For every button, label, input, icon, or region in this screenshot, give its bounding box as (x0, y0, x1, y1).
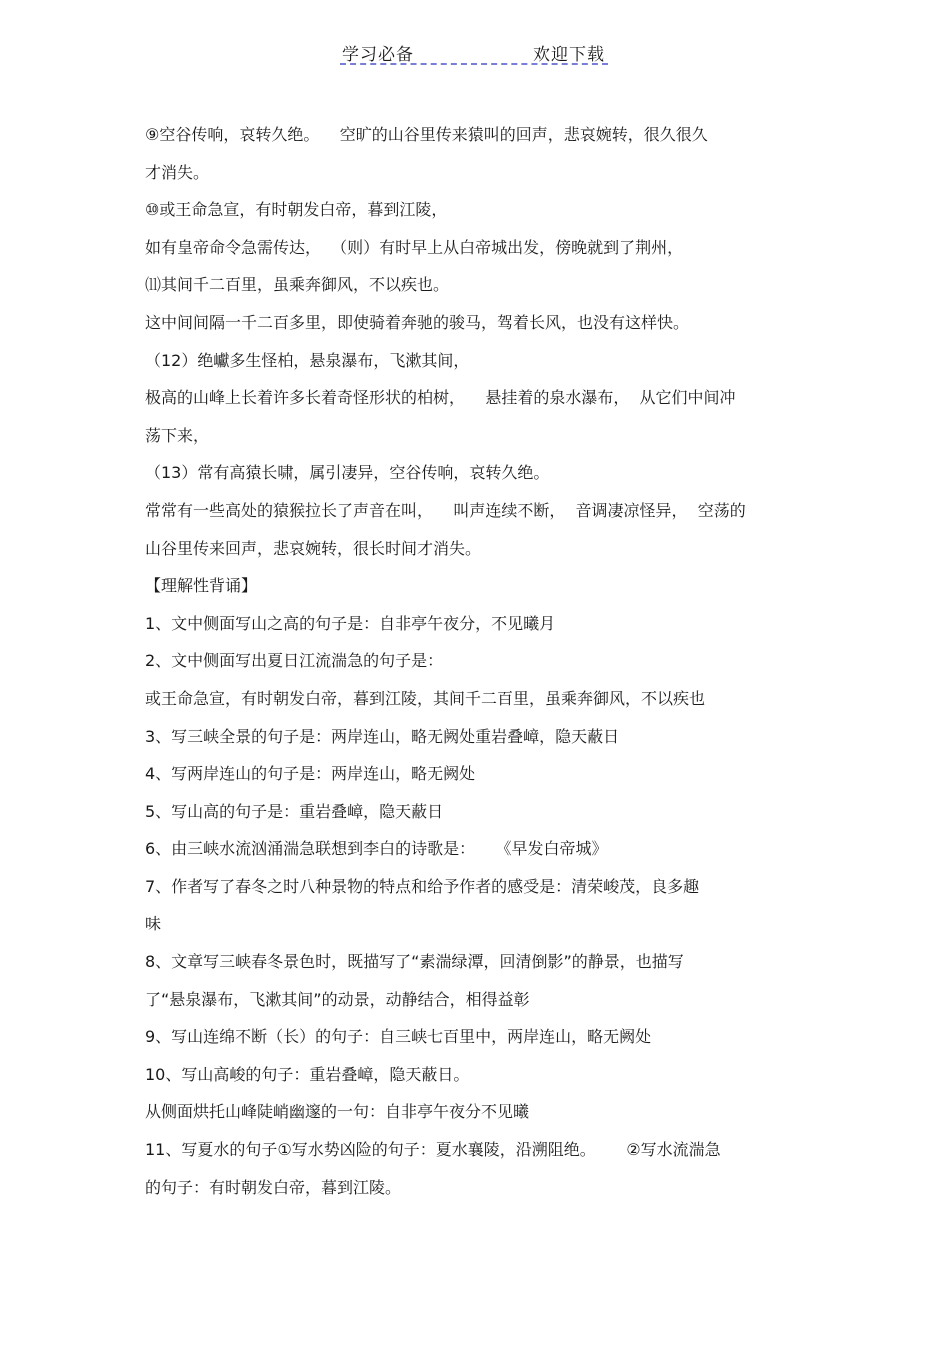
text-line: 味 (145, 914, 162, 934)
text-line: 6、由三峡水流汹涌湍急联想到李白的诗歌是： 《早发白帝城》 (145, 839, 608, 859)
text-line: 1、文中侧面写山之高的句子是：自非亭午夜分，不见曦月 (145, 613, 556, 633)
header-left-text: 学习必备 (342, 45, 414, 65)
text-line: 10、写山高峻的句子：重岩叠嶂，隐天蔽日。 (145, 1064, 470, 1084)
text-line: ⑾其间千二百里，虽乘奔御风，不以疾也。 (145, 275, 450, 295)
text-line: 这中间间隔一千二百多里，即使骑着奔驰的骏马，驾着长风，也没有这样快。 (145, 312, 690, 332)
text-line: 8、文章写三峡春冬景色时，既描写了“素湍绿潭，回清倒影”的静景，也描写 (145, 952, 684, 972)
text-line: 如有皇帝命令急需传达， （则）有时早上从白帝城出发，傍晚就到了荆州， (145, 237, 684, 257)
section-heading: 【理解性背诵】 (145, 576, 258, 596)
text-line: 7、作者写了春冬之时八种景物的特点和给予作者的感受是：清荣峻茂，良多趣 (145, 876, 700, 896)
text-line: 极高的山峰上长着许多长着奇怪形状的柏树， 悬挂着的泉水瀑布， 从它们中间冲 (145, 388, 736, 408)
text-line: 荡下来， (145, 425, 210, 445)
text-line: （12）绝巘多生怪柏，悬泉瀑布，飞漱其间， (145, 350, 470, 370)
text-line: 的句子：有时朝发白帝，暮到江陵。 (145, 1177, 402, 1197)
text-line: 11、写夏水的句子①写水势凶险的句子：夏水襄陵，沿溯阻绝。 ②写水流湍急 (145, 1140, 721, 1160)
text-line: 4、写两岸连山的句子是：两岸连山，略无阙处 (145, 764, 476, 784)
text-line: 常常有一些高处的猿猴拉长了声音在叫， 叫声连续不断， 音调凄凉怪异， 空荡的 (145, 500, 746, 520)
header-underline (340, 63, 608, 65)
text-line: 2、文中侧面写出夏日江流湍急的句子是： (145, 651, 444, 671)
text-line: （13）常有高猿长啸，属引凄异，空谷传响，哀转久绝。 (145, 463, 550, 483)
text-line: 5、写山高的句子是：重岩叠嶂，隐天蔽日 (145, 801, 444, 821)
text-line: 3、写三峡全景的句子是：两岸连山，略无阙处重岩叠嶂，隐天蔽日 (145, 726, 620, 746)
page-header (0, 40, 950, 66)
text-line: 从侧面烘托山峰陡峭幽邃的一句：自非亭午夜分不见曦 (145, 1102, 530, 1122)
text-line: 9、写山连绵不断（长）的句子：自三峡七百里中，两岸连山，略无阙处 (145, 1027, 652, 1047)
text-line: 了“悬泉瀑布，飞漱其间”的动景，动静结合，相得益彰 (145, 989, 530, 1009)
document-body (145, 121, 805, 1211)
header-right-text: 欢迎下载 (533, 45, 605, 65)
text-line: 山谷里传来回声，悲哀婉转，很长时间才消失。 (145, 538, 482, 558)
text-line: 或王命急宣，有时朝发白帝，暮到江陵，其间千二百里，虽乘奔御风，不以疾也 (145, 688, 706, 708)
text-line: 才消失。 (145, 162, 210, 182)
text-line: ⑨空谷传响，哀转久绝。 空旷的山谷里传来猿叫的回声，悲哀婉转，很久很久 (145, 125, 708, 144)
text-line: ⑩或王命急宣，有时朝发白帝，暮到江陵， (145, 200, 448, 220)
